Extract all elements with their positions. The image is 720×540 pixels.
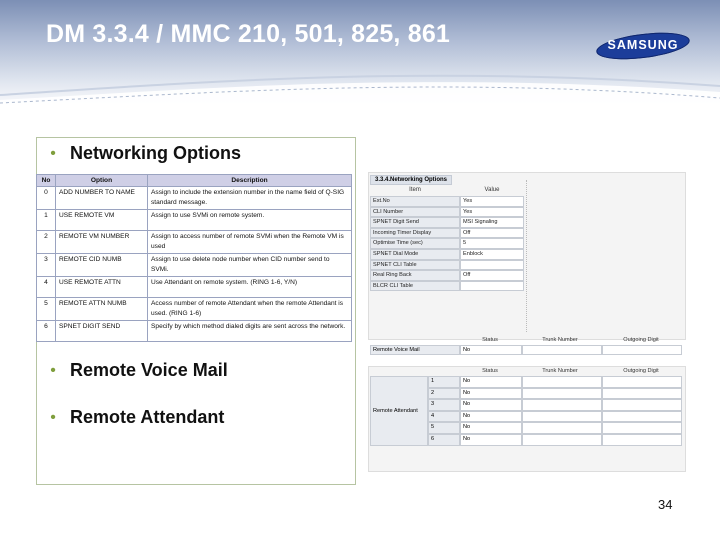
remote-vm-row[interactable]: Remote Voice Mail No: [370, 345, 682, 355]
bullet-remote-voice-mail: [36, 360, 228, 381]
networking-table: [370, 196, 524, 291]
table-row[interactable]: 3 No: [428, 399, 682, 411]
panel-divider: [526, 180, 527, 332]
list-item[interactable]: SPNET Digit Send MSI Signaling: [370, 217, 524, 228]
page-number: 34: [658, 497, 673, 512]
list-item[interactable]: SPNET Dial Mode Enblock: [370, 249, 524, 260]
list-item[interactable]: Real Ring Back Off: [370, 270, 524, 281]
networking-table-header: [370, 187, 524, 196]
table-row[interactable]: 2 No: [428, 388, 682, 400]
table-header-option: Option: [56, 175, 148, 187]
list-item[interactable]: SPNET CLI Table: [370, 260, 524, 271]
remote-attendant-header: Status Trunk Number Outgoing Digit: [482, 368, 659, 374]
table-row[interactable]: 6 No: [428, 434, 682, 446]
remote-attendant-label: Remote Attendant: [370, 376, 428, 446]
list-item[interactable]: CLI Number Yes: [370, 207, 524, 218]
bullet-remote-attendant: [36, 407, 224, 428]
list-item[interactable]: Optimise Time (sec) 5: [370, 238, 524, 249]
header-item: Item: [409, 187, 421, 193]
table-row: 0 ADD NUMBER TO NAME Assign to include the extension number in the name field of Q-SIG standard message.: [37, 187, 352, 210]
bullet-icon: •: [50, 361, 56, 379]
table-row: 5 REMOTE ATTN NUMB Access number of remote Attendant when the remote Attendant is used. (RING 1-6): [37, 298, 352, 321]
options-table: [36, 174, 352, 342]
table-row[interactable]: 1 No: [428, 376, 682, 388]
bullet-text: Remote Attendant: [70, 407, 225, 427]
tab-networking-options[interactable]: 3.3.4.Networking Options: [370, 175, 452, 185]
remote-vm-header: Status Trunk Number Outgoing Digit: [482, 337, 659, 343]
remote-attendant-table: [428, 376, 682, 446]
bullet-text: Networking Options: [70, 143, 241, 163]
slide-header: [0, 0, 720, 112]
table-row: 3 REMOTE CID NUMB Assign to use delete node number when CID number send to SVMi.: [37, 254, 352, 277]
list-item[interactable]: Incoming Timer Display Off: [370, 228, 524, 239]
table-row[interactable]: 4 No: [428, 411, 682, 423]
table-header-no: No: [37, 175, 56, 187]
bullet-text: Remote Voice Mail: [70, 360, 228, 380]
header-value: Value: [484, 187, 500, 193]
list-item[interactable]: Ext.No Yes: [370, 196, 524, 207]
table-header-description: Description: [148, 175, 352, 187]
table-row: 1 USE REMOTE VM Assign to use SVMi on remote system.: [37, 210, 352, 231]
table-row: 6 SPNET DIGIT SEND Specify by which method dialed digits are sent across the network.: [37, 321, 352, 342]
bullet-icon: •: [50, 144, 56, 162]
bullet-icon: •: [50, 408, 56, 426]
bullet-networking-options: [36, 143, 241, 164]
samsung-logo: SAMSUNG: [596, 30, 690, 62]
list-item[interactable]: BLCR CLI Table: [370, 281, 524, 292]
table-row: 4 USE REMOTE ATTN Use Attendant on remote system. (RING 1-6, Y/N): [37, 277, 352, 298]
table-row: 2 REMOTE VM NUMBER Assign to access number of remote SVMi when the Remote VM is used: [37, 231, 352, 254]
slide-title: DM 3.3.4 / MMC 210, 501, 825, 861: [46, 20, 451, 48]
table-row[interactable]: 5 No: [428, 422, 682, 434]
